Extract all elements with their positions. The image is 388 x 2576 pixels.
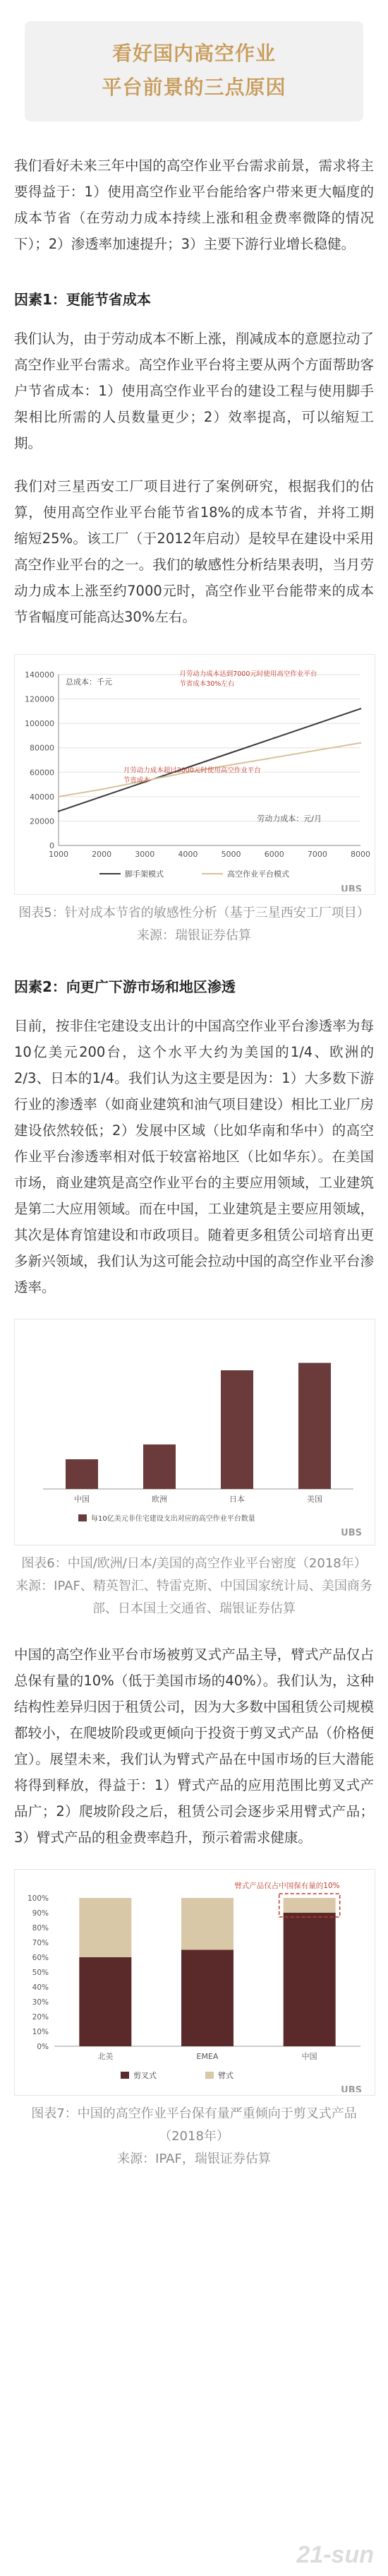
- category-label: 欧洲: [152, 1495, 167, 1504]
- x-tick-label: 5000: [221, 850, 241, 859]
- data-point: [360, 708, 361, 709]
- x-tick-label: 7000: [307, 850, 327, 859]
- intro-paragraph: 我们看好未来三年中国的高空作业平台需求前景，需求将主要得益于：1）使用高空作业平台能给客户带来更大幅度的成本节省（在劳动力成本持续上涨和租金费率微降的情况下）；2）渗透率加速提升；3）主要下游行业增长稳健。: [14, 158, 374, 252]
- y-tick-label: 80000: [30, 743, 54, 753]
- article-title-line-1: 看好国内高空作业: [111, 42, 276, 65]
- category-label: 北美: [97, 2052, 114, 2061]
- site-watermark: 21-sun: [296, 2541, 374, 2568]
- annotation-text: 臂式产品仅占中国保有量的10%: [234, 1882, 340, 1890]
- bar-segment: [79, 1957, 131, 2046]
- legend-label: 每10亿美元非住宅建设支出对应的高空作业平台数量: [91, 1515, 255, 1523]
- data-point: [230, 764, 231, 766]
- bar-segment: [284, 1913, 336, 2046]
- x-tick-label: 4000: [178, 850, 198, 859]
- title-card: [25, 21, 363, 121]
- y-tick-label: 90%: [32, 1909, 49, 1918]
- legend-label: 脚手架模式: [125, 869, 164, 879]
- bar-segment: [181, 1898, 234, 1950]
- bar-segment: [181, 1950, 234, 2047]
- factor2-paragraph-1: 目前，按非住宅建设支出计的中国高空作业平台渗透率为每10亿美元200台，这个水平大约为美国的1/4、欧洲的2/3、日本的1/4。我们认为这主要是因为：1）大多数下游行业的渗透率（如商业建筑和油气项目建设）相比工业厂房建设依然较低；2）发展中区域（比如华南和华中）的高空作业平台渗透率相对低于较富裕地区（比如华东）。在美国市场，商业建筑是高空作业平台的主要应用领域，工业建筑是第二大应用领域。而在中国，工业建筑是主要应用领域，其次是体育馆建设和市政项目。随着更多租赁公司培育出更多新兴领域，我们认为这可能会拉动中国的高空作业平台渗透率。: [14, 1018, 374, 1295]
- y-tick-label: 70%: [32, 1939, 49, 1947]
- category-label: EMEA: [196, 2052, 219, 2061]
- ubs-logo: UBS: [341, 1528, 362, 1538]
- annotation-text: 节省成本30%左右: [179, 680, 235, 688]
- chart7-source: 来源：IPAF，瑞银证券估算: [117, 2151, 271, 2166]
- data-point: [317, 723, 318, 724]
- category-label: 中国: [301, 2052, 317, 2061]
- bar: [221, 1370, 253, 1489]
- y-tick-label: 60000: [30, 768, 54, 778]
- legend-swatch: [121, 2072, 129, 2079]
- chart-sensitivity-svg: [15, 655, 375, 891]
- y-tick-label: 40000: [30, 792, 54, 802]
- legend-swatch: [205, 2072, 214, 2079]
- y-tick-label: 120000: [25, 694, 54, 704]
- data-point: [230, 752, 231, 753]
- category-label: 中国: [74, 1495, 90, 1504]
- y-tick-label: 40%: [32, 1983, 49, 1992]
- y-tick-label: 20000: [30, 817, 54, 826]
- x-tick-label: 2000: [92, 850, 112, 859]
- bar: [298, 1363, 331, 1490]
- y-tick-label: 30%: [32, 1998, 49, 2007]
- annotation-text: 月劳动力成本达到7000元时使用高空作业平台: [179, 670, 317, 678]
- category-label: 日本: [229, 1495, 245, 1504]
- data-point: [58, 796, 59, 797]
- factor1-paragraph-1: 我们认为，由于劳动成本不断上涨，削减成本的意愿拉动了高空作业平台需求。高空作业平台将主要从两个方面帮助客户节省成本：1）使用高空作业平台的建设工程与使用脚手架相比所需的人员数量更少；2）效率提高，可以缩短工期。: [14, 331, 374, 451]
- article-page: [0, 21, 388, 2576]
- bar: [66, 1459, 98, 1489]
- y-tick-label: 100000: [25, 719, 54, 729]
- legend-label: 剪叉式: [133, 2071, 157, 2080]
- annotation-text: 节省成本: [123, 776, 150, 785]
- y-tick-label: 0%: [37, 2043, 49, 2051]
- chart5-source: 来源：瑞银证券估算: [137, 928, 251, 943]
- y-tick-label: 10%: [32, 2028, 49, 2036]
- data-point: [101, 796, 102, 797]
- article-title-line-2: 平台前景的三点原因: [102, 76, 286, 99]
- ubs-logo: UBS: [341, 2085, 362, 2092]
- data-point: [274, 756, 275, 758]
- y-tick-label: 60%: [32, 1954, 49, 1962]
- legend-label: 臂式: [218, 2071, 234, 2080]
- factor1-heading: 因素1：更能节省成本: [14, 291, 151, 308]
- chart-density: [14, 1319, 375, 1545]
- x-tick-label: 3000: [135, 850, 155, 859]
- x-tick-label: 6000: [264, 850, 284, 859]
- series-line: [59, 708, 360, 811]
- legend-swatch: [78, 1514, 87, 1521]
- factor2-paragraph-2: 中国的高空作业平台市场被剪叉式产品主导，臂式产品仅占总保有量的10%（低于美国市场的40%）。我们认为，这种结构性差异归因于租赁公司，因为大多数中国租赁公司规模都较小，在爬坡阶段或更倾向于投资于剪叉式产品（价格便宜）。展望未来，我们认为臂式产品在中国市场的巨大潜能将得到释放，得益于：1）臂式产品的应用范围比剪叉式产品广；2）爬坡阶段之后，租赁公司会逐步采用臂式产品；3）臂式产品的租金费率趋升，预示着需求健康。: [14, 1646, 374, 1846]
- x-axis-label: 劳动力成本：元/月: [257, 814, 322, 824]
- y-tick-label: 140000: [25, 670, 54, 679]
- x-tick-label: 1000: [49, 850, 68, 859]
- data-point: [101, 788, 102, 790]
- data-point: [274, 737, 275, 739]
- chart6-caption: 图表6：中国/欧洲/日本/美国的高空作业平台密度（2018年）: [21, 1556, 367, 1571]
- bar-segment: [79, 1898, 131, 1957]
- ubs-logo: UBS: [341, 884, 362, 891]
- legend-label: 高空作业平台模式: [227, 869, 289, 879]
- chart5-caption: 图表5：针对成本节省的敏感性分析（基于三星西安工厂项目）: [18, 906, 370, 920]
- bar-segment: [284, 1898, 336, 1913]
- data-point: [360, 742, 361, 744]
- y-tick-label: 80%: [32, 1924, 49, 1933]
- chart6-source: 来源：IPAF、精英智汇、特雷克斯、中国国家统计局、美国商务部、日本国土交通省、瑞银证券估算: [16, 1579, 372, 1616]
- y-tick-label: 100%: [27, 1894, 49, 1903]
- factor1-paragraph-2: 我们对三星西安工厂项目进行了案例研究，根据我们的估算，使用高空作业平台能节省18%的成本节省，并将工期缩短25%。该工厂（于2012年启动）是较早在建设中采用高空作业平台的之一。我们的敏感性分析结果表明，当月劳动力成本上涨至约7000元时，高空作业平台能带来的成本节省幅度可能高达30%左右。: [14, 478, 374, 625]
- y-tick-label: 0: [49, 841, 54, 850]
- chart-sensitivity: [14, 654, 375, 895]
- annotation-text: 月劳动力成本超过3000元时使用高空作业平台: [123, 766, 261, 775]
- x-tick-label: 8000: [351, 850, 370, 859]
- y-tick-label: 50%: [32, 1969, 49, 1977]
- y-tick-label: 20%: [32, 2013, 49, 2022]
- chart-density-svg: [15, 1319, 375, 1542]
- chart-product-mix-svg: [15, 1870, 375, 2092]
- y-axis-label: 总成本：千元: [66, 677, 112, 687]
- data-point: [58, 810, 59, 812]
- bar: [143, 1444, 176, 1489]
- data-point: [317, 749, 318, 751]
- category-label: 美国: [307, 1495, 322, 1504]
- chart7-caption: 图表7：中国的高空作业平台保有量严重倾向于剪叉式产品（2018年）: [31, 2106, 357, 2144]
- chart-product-mix: [14, 1869, 375, 2096]
- factor2-heading: 因素2：向更广下游市场和地区渗透: [14, 978, 236, 995]
